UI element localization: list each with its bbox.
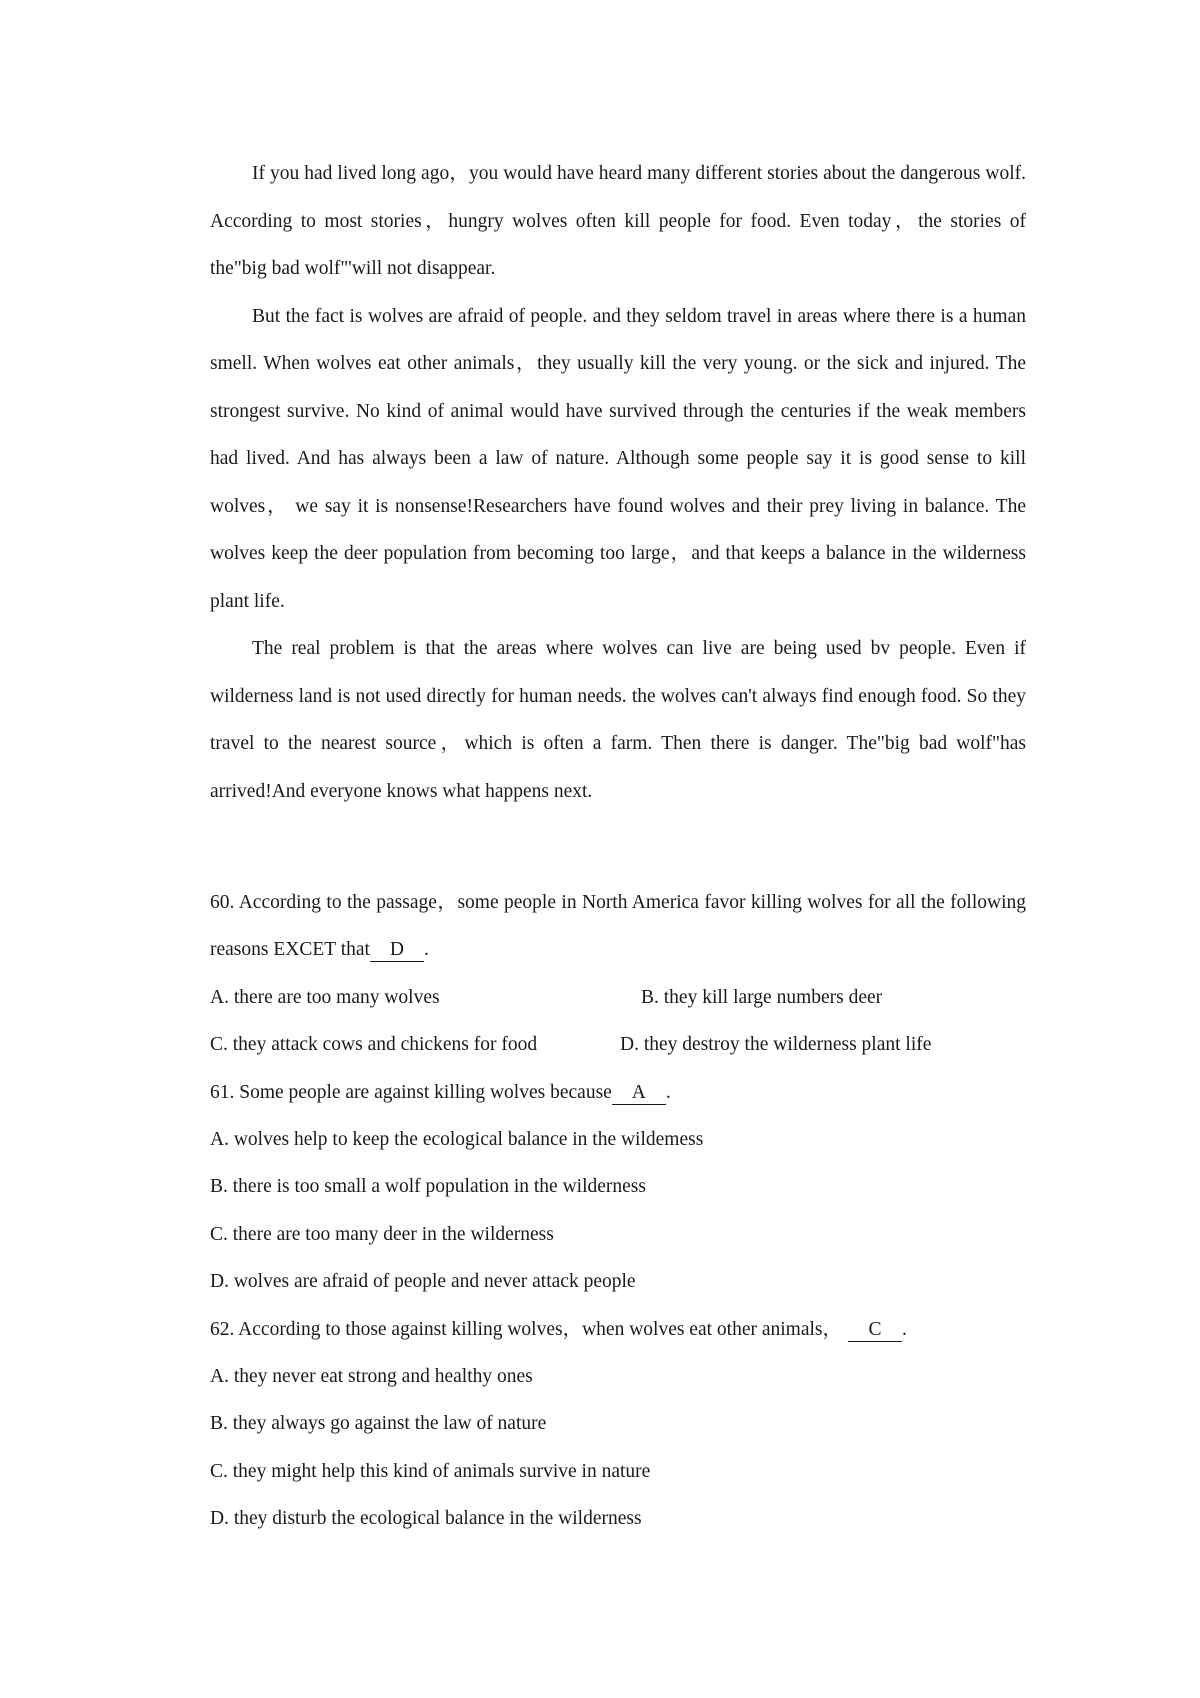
question-61-option-b: B. there is too small a wolf population in the wilderness [210,1176,646,1198]
question-62-stem-text: 62. According to those against killing wolves，when wolves eat other animals， [210,1318,843,1340]
passage-paragraph-3: The real problem is that the areas where wolves can live are being used bv people. Even if wilderness land is not used directly for human needs. the wolves can't always find enough food. So they travel to the nearest source，which is often a farm. Then there is danger. The"big bad wolf"has arrived!And everyone knows what happens next. [210,638,1026,802]
question-60-options-row-1 [210,974,1026,1021]
question-62-option-b: B. they always go against the law of nature [210,1413,547,1435]
question-61-answer-blank: A [612,1082,666,1105]
question-62-stem-end: . [902,1318,907,1340]
question-61-stem-text: 61. Some people are against killing wolves because [210,1081,612,1103]
question-60-options-row-2 [210,1021,1026,1068]
question-62-option-d: D. they disturb the ecological balance in the wilderness [210,1508,642,1530]
question-60 [210,879,1026,1069]
question-60-option-c: C. they attack cows and chickens for food [210,1034,538,1056]
question-61-option-a: A. wolves help to keep the ecological balance in the wildemess [210,1129,704,1151]
question-60-stem-text: 60. According to the passage，some people in North America favor killing wolves for all the following reasons EXCET that [210,892,1026,961]
document-page [210,150,1026,1543]
question-61-stem-end: . [665,1081,671,1103]
question-60-answer-blank: D [370,939,424,962]
question-62-option-a: A. they never eat strong and healthy ones [210,1366,533,1388]
question-60-stem [210,879,1026,974]
question-60-option-a: A. there are too many wolves [210,986,440,1008]
question-61-stem [210,1069,1026,1116]
question-62-answer-blank: C [848,1319,902,1342]
question-61-option-c: C. there are too many deer in the wilderness [210,1223,554,1245]
question-60-option-d: D. they destroy the wilderness plant life [620,1034,932,1056]
question-60-stem-end: . [423,939,429,961]
question-62-stem [210,1306,1026,1353]
question-61 [210,1069,1026,1306]
passage-paragraph-2: But the fact is wolves are afraid of people. and they seldom travel in areas where there is a human smell. When wolves eat other animals，they usually kill the very young. or the sick and injured. The strongest survive. No kind of animal would have survived through the centuries if the weak members had lived. And has always been a law of nature. Although some people say it is good sense to kill wolves， we say it is nonsense!Researchers have found wolves and their prey living in balance. The wolves keep the deer population from becoming too large，and that keeps a balance in the wilderness plant life. [210,305,1026,612]
passage-paragraph-1: If you had lived long ago，you would have heard many different stories about the dangerous wolf. According to most stories，hungry wolves often kill people for food. Even today，the stories of the"big bad wolf"'will not disappear. [210,163,1026,279]
question-61-option-d: D. wolves are afraid of people and never attack people [210,1271,636,1293]
question-60-option-b: B. they kill large numbers deer [641,986,883,1008]
section-spacer [210,815,1026,879]
question-62-option-c: C. they might help this kind of animals survive in nature [210,1460,651,1482]
question-62 [210,1306,1026,1543]
